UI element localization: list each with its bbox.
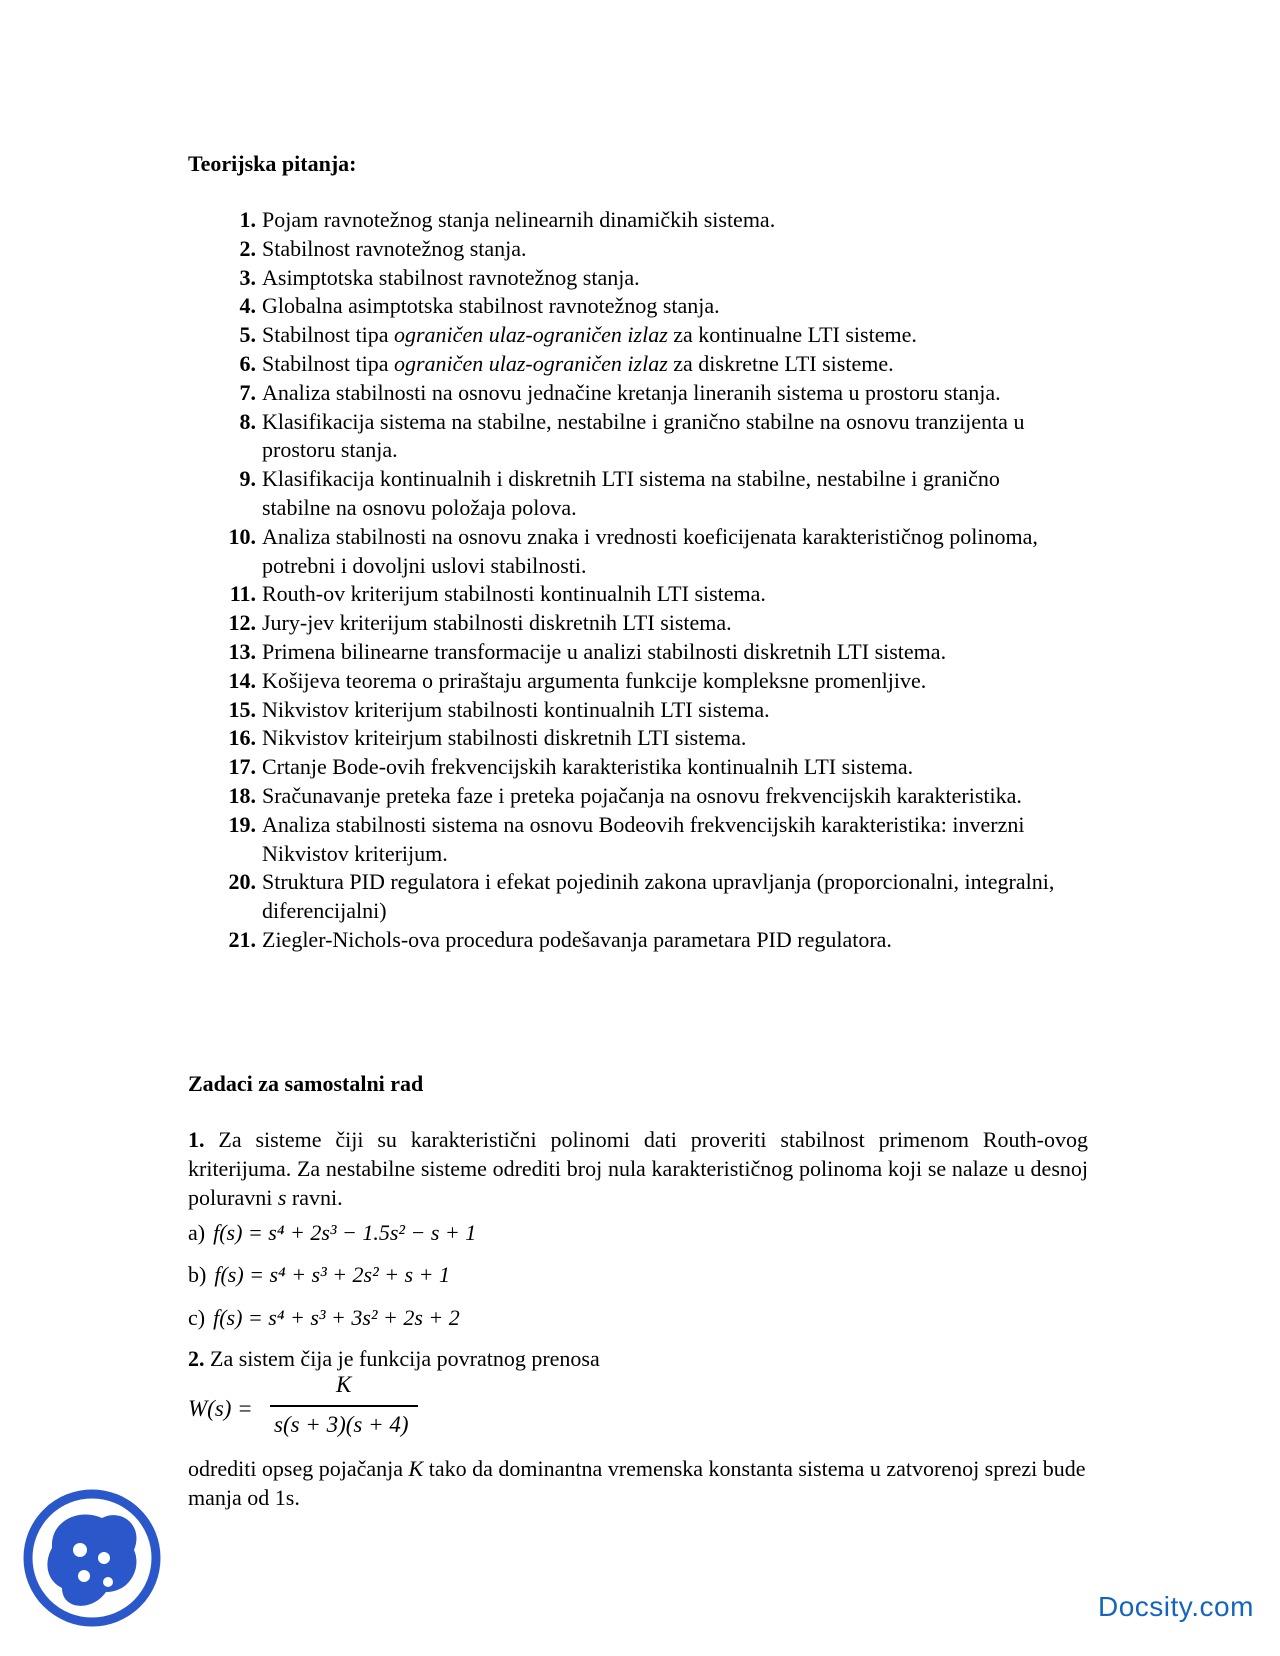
item-text-emphasis: ograničen ulaz-ograničen izlaz bbox=[394, 322, 668, 348]
item-number: 9. bbox=[239, 466, 256, 492]
task-variable: s bbox=[277, 1184, 287, 1210]
item-text: Klasifikacija sistema na stabilne, nestabilne i granično stabilne na osnovu tranzijenta u prostoru stanja. bbox=[262, 408, 1025, 463]
item-number: 6. bbox=[239, 350, 256, 376]
list-item bbox=[0, 782, 1062, 811]
transfer-function bbox=[188, 1372, 448, 1448]
item-text: Routh-ov kriterijum stabilnosti kontinualnih LTI sistema. bbox=[262, 581, 766, 607]
item-number: 13. bbox=[228, 638, 256, 664]
item-text: Analiza stabilnosti na osnovu jednačine kretanja lineranih sistema u prostoru stanja. bbox=[262, 379, 1001, 405]
task-text: Za sistem čija je funkcija povratnog prenosa bbox=[210, 1346, 600, 1371]
section-title-tasks: Zadaci za samostalni rad bbox=[188, 1071, 424, 1096]
item-number: 10. bbox=[228, 523, 256, 549]
item-number: 12. bbox=[228, 610, 256, 636]
item-text-pre: Stabilnost tipa bbox=[262, 322, 389, 348]
item-text bbox=[262, 321, 1062, 350]
logo-blob bbox=[47, 1515, 136, 1606]
item-number: 11. bbox=[229, 581, 256, 607]
formula-label: c) bbox=[188, 1305, 206, 1330]
task-1-description bbox=[188, 1126, 1088, 1212]
list-item bbox=[0, 724, 1062, 753]
item-number: 3. bbox=[239, 264, 256, 290]
item-text: Crtanje Bode-ovih frekvencijskih karakteristika kontinualnih LTI sistema. bbox=[262, 754, 914, 780]
item-text: Nikvistov kriterijum stabilnosti kontinualnih LTI sistema. bbox=[262, 696, 770, 722]
item-text: Stabilnost ravnotežnog stanja. bbox=[262, 235, 527, 261]
fraction-bar bbox=[270, 1405, 418, 1407]
item-text: Ziegler-Nichols-ova procedura podešavanja parametara PID regulatora. bbox=[262, 926, 892, 952]
list-item bbox=[0, 523, 1062, 581]
item-number: 2. bbox=[239, 235, 256, 261]
theory-question-list bbox=[0, 206, 1062, 955]
task-text-end: ravni. bbox=[291, 1184, 343, 1210]
item-number: 4. bbox=[239, 293, 256, 319]
polynomial-a bbox=[188, 1219, 476, 1247]
item-text: Analiza stabilnosti sistema na osnovu Bodeovih frekvencijskih karakteristika: inverzni Nikvistov kriterijum. bbox=[262, 811, 1025, 866]
item-text: Asimptotska stabilnost ravnotežnog stanja. bbox=[262, 264, 640, 290]
task-text-post: tako da dominantna vremenska konstanta sistema u zatvorenoj sprezi bude manja od 1s. bbox=[188, 1456, 1086, 1510]
item-text: Pojam ravnotežnog stanja nelinearnih dinamičkih sistema. bbox=[262, 207, 776, 232]
list-item bbox=[0, 868, 1062, 926]
list-item bbox=[0, 235, 1062, 264]
item-text: Jury-jev kriterijum stabilnosti diskretnih LTI sistema. bbox=[262, 610, 732, 636]
item-text-emphasis: ograničen ulaz-ograničen izlaz bbox=[394, 350, 668, 376]
list-item bbox=[0, 667, 1062, 696]
item-text: Sračunavanje preteka faze i preteka pojačanja na osnovu frekvencijskih karakteristika. bbox=[262, 782, 1022, 808]
formula-label: a) bbox=[188, 1220, 206, 1245]
item-text: Primena bilinearne transformacije u analizi stabilnosti diskretnih LTI sistema. bbox=[262, 638, 947, 664]
item-number: 17. bbox=[228, 754, 256, 780]
list-item bbox=[0, 350, 1062, 379]
list-item bbox=[0, 292, 1062, 321]
polynomial-b bbox=[188, 1261, 450, 1289]
polynomial-c bbox=[188, 1304, 460, 1332]
item-text: Klasifikacija kontinualnih i diskretnih LTI sistema na stabilne, nestabilne i granično stabilne na osnovu položaja polova. bbox=[262, 466, 1000, 520]
task-text: Za sisteme čiji su karakteristični polinomi dati proveriti stabilnost primenom Routh-ovog kriterijuma. Za nestabilne sisteme odrediti broj nula karakterističnog polinoma koji se nalaze u desnoj poluravni bbox=[188, 1127, 1088, 1210]
list-item bbox=[0, 638, 1062, 667]
list-item bbox=[0, 408, 1062, 466]
list-item bbox=[0, 465, 1062, 523]
item-number: 16. bbox=[228, 725, 256, 751]
docsity-brand-link[interactable]: Docsity.com bbox=[1098, 1591, 1254, 1622]
item-text: Košijeva teorema o priraštaju argumenta funkcije kompleksne promenljive. bbox=[262, 667, 927, 693]
list-item bbox=[0, 264, 1062, 293]
item-text: Struktura PID regulatora i efekat pojedinih zakona upravljanja (proporcionalni, integralni, diferencijalni) bbox=[262, 869, 1055, 924]
logo-dot bbox=[103, 1577, 113, 1587]
fraction-denominator: s(s + 3)(s + 4) bbox=[274, 1412, 409, 1437]
item-text: Nikvistov kriteirjum stabilnosti diskretnih LTI sistema. bbox=[262, 725, 747, 751]
item-number: 8. bbox=[239, 408, 256, 434]
list-item bbox=[0, 609, 1062, 638]
transfer-function-lhs: W(s) = bbox=[188, 1396, 253, 1421]
list-item bbox=[0, 206, 1062, 235]
list-item bbox=[0, 321, 1062, 350]
task-number: 1. bbox=[188, 1127, 205, 1152]
formula-expression: f(s) = s⁴ + s³ + 3s² + 2s + 2 bbox=[213, 1305, 460, 1330]
item-number: 1. bbox=[239, 207, 256, 232]
logo-dot bbox=[98, 1552, 110, 1564]
task-2-intro bbox=[188, 1345, 1088, 1374]
item-number: 5. bbox=[239, 322, 256, 348]
item-text bbox=[262, 350, 1062, 379]
item-number: 15. bbox=[228, 696, 256, 722]
list-item bbox=[0, 696, 1062, 725]
item-number: 20. bbox=[228, 869, 256, 895]
docsity-logo-icon bbox=[22, 1488, 162, 1628]
item-text-pre: Stabilnost tipa bbox=[262, 350, 389, 376]
item-text: Analiza stabilnosti na osnovu znaka i vrednosti koeficijenata karakterističnog polinoma, potrebni i dovoljni uslovi stabilnosti. bbox=[262, 523, 1038, 578]
task-variable: K bbox=[408, 1456, 424, 1481]
list-item bbox=[0, 811, 1062, 869]
list-item bbox=[0, 379, 1062, 408]
formula-label: b) bbox=[188, 1262, 207, 1287]
item-text-post: za kontinualne LTI sisteme. bbox=[673, 322, 917, 348]
item-text-post: za diskretne LTI sisteme. bbox=[673, 350, 894, 376]
item-number: 18. bbox=[228, 782, 256, 808]
item-number: 21. bbox=[228, 926, 256, 952]
task-2-description bbox=[188, 1455, 1088, 1513]
logo-dot bbox=[78, 1570, 90, 1582]
item-number: 7. bbox=[239, 379, 256, 405]
task-number: 2. bbox=[188, 1346, 205, 1371]
item-number: 19. bbox=[228, 811, 256, 837]
list-item bbox=[0, 753, 1062, 782]
logo-dot bbox=[73, 1543, 87, 1557]
formula-expression: f(s) = s⁴ + 2s³ − 1.5s² − s + 1 bbox=[213, 1220, 477, 1245]
section-title-theory: Teorijska pitanja: bbox=[188, 151, 357, 176]
fraction-numerator: K bbox=[336, 1372, 352, 1397]
list-item bbox=[0, 580, 1062, 609]
item-text: Globalna asimptotska stabilnost ravnotežnog stanja. bbox=[262, 293, 720, 319]
list-item bbox=[0, 926, 1062, 955]
task-text-pre: odrediti opseg pojačanja bbox=[188, 1456, 404, 1481]
item-number: 14. bbox=[228, 667, 256, 693]
formula-expression: f(s) = s⁴ + s³ + 2s² + s + 1 bbox=[214, 1262, 450, 1287]
